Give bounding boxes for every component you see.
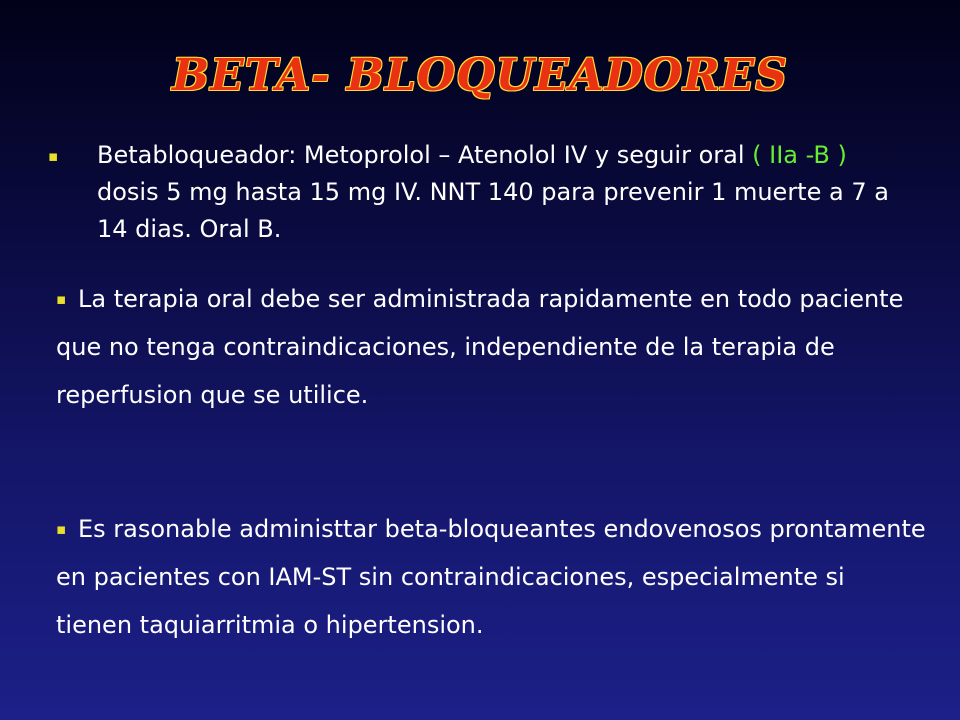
bullet-square-icon: ▪ — [56, 290, 67, 308]
bullet-text: Es rasonable administtar beta-bloqueantes endovenosos prontamente en pacientes con IAM-ST sin contraindicaciones, especialmente si tienen taquiarritmia o hipertension. — [56, 515, 926, 639]
bullet-text: La terapia oral debe ser administrada rapidamente en todo paciente que no tenga contraindicaciones, independiente de la terapia de reperfusion que se utilice. — [56, 285, 904, 409]
bullet-square-icon: ▪ — [56, 520, 67, 538]
bullet-item-endovenosos — [56, 505, 926, 649]
bullet-square-icon: ▪ — [48, 147, 59, 165]
bullet-text-part1: Betabloqueador: Metoprolol – Atenolol IV y seguir oral — [97, 141, 745, 169]
bullet-item-betabloqueador — [48, 137, 908, 248]
bullet-text-part2: dosis 5 mg hasta 15 mg IV. NNT 140 para prevenir 1 muerte a 7 a 14 dias. Oral B. — [97, 178, 889, 243]
slide-title: BETA- BLOQUEADORES — [172, 50, 788, 101]
evidence-level-highlight: ( IIa -B ) — [744, 141, 847, 169]
bullet-text — [97, 137, 908, 248]
bullet-item-terapia-oral — [56, 275, 926, 419]
